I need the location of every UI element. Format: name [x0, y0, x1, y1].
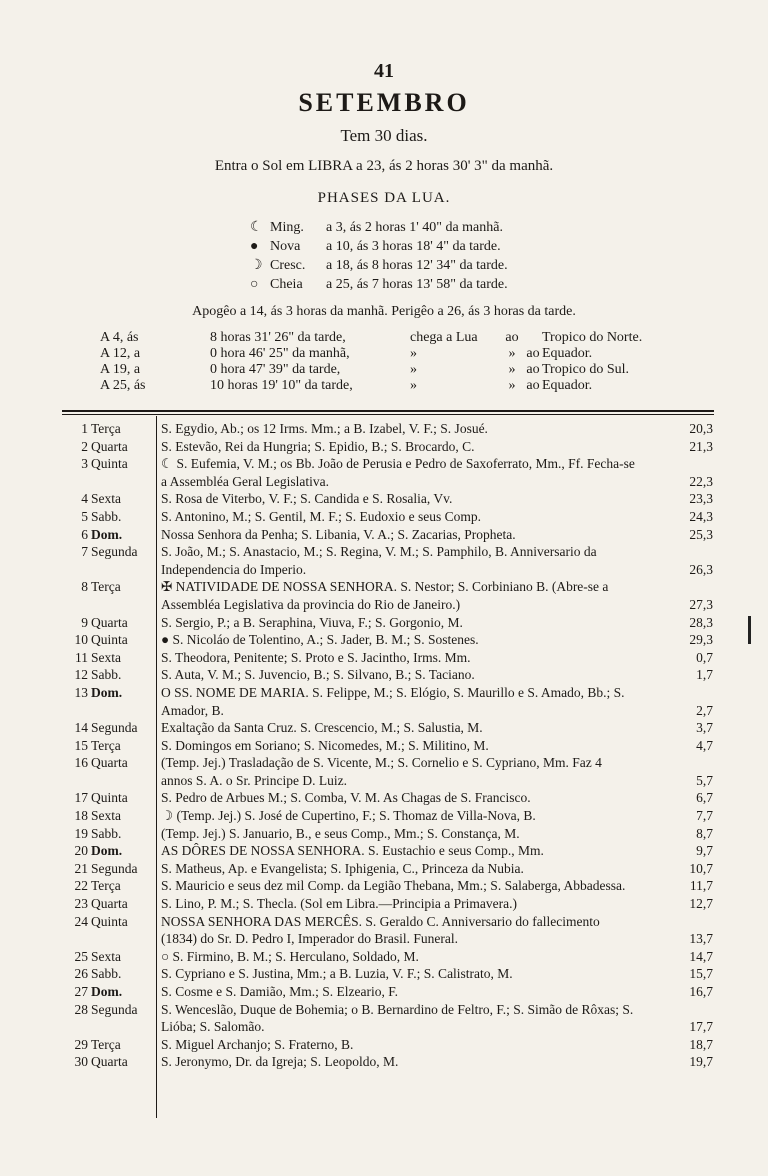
month-title: SETEMBRO [298, 88, 470, 117]
day-row: 26 Sabb. S. Cypriano e S. Justina, Mm.; a B. Luzia, V. F.; S. Calistrato, M. 15,7 [74, 966, 713, 982]
day-row-sunday: 13 Dom. O SS. NOME DE MARIA. S. Felippe, M.; S. Elógio, S. Maurillo e S. Amado, Bb.; S. Amador, B. 2,7 [74, 684, 713, 718]
day-row: 29 Terça S. Miguel Archanjo; S. Fraterno, B. 18,7 [74, 1036, 713, 1052]
moon-full-icon: ○ [250, 277, 259, 292]
day-row-sunday: 6 Dom. Nossa Senhora da Penha; S. Libania, V. A.; S. Zacarias, Propheta. 25,3 [81, 526, 713, 542]
day-row: 8 Terça ✠ NATIVIDADE DE NOSSA SENHORA. S. Nestor; S. Corbiniano B. (Abre-se a Assembléa Legislativa da provincia do Rio de Janeiro.) 27,3 [81, 579, 713, 612]
day-row: 2 Quarta S. Estevão, Rei da Hungria; S. Epidio, B.; S. Brocardo, C. 21,3 [81, 438, 713, 454]
phase-text: a 25, ás 7 horas 13' 58" da tarde. [326, 277, 508, 292]
day-row: 1 Terça S. Egydio, Ab.; os 12 Irms. Mm.; a B. Izabel, V. F.; S. Josué. 20,3 [81, 421, 713, 436]
day-row: 11 Sexta S. Theodora, Penitente; S. Proto e S. Jacintho, Irms. Mm. 0,7 [75, 649, 713, 665]
page-number: 41 [374, 60, 394, 82]
day-row: 9 Quarta S. Sergio, P.; a B. Seraphina, Viuva, F.; S. Gorgonio, M. 28,3 [81, 614, 713, 630]
day-row: 21 Segunda S. Matheus, Ap. e Evangelista; S. Iphigenia, C., Princeza da Nubia. 10,7 [74, 860, 713, 876]
table-top-rule-thin [62, 414, 714, 415]
phase-name: Ming. [270, 220, 304, 235]
day-row: 18 Sexta ☽ (Temp. Jej.) S. José de Cupertino, F.; S. Thomaz de Villa-Nova, B. 7,7 [74, 808, 713, 824]
moon-phases [250, 218, 508, 294]
moon-waning-icon: ☾ [250, 220, 263, 235]
day-row: 24 Quinta NOSSA SENHORA DAS MERCÊS. S. Geraldo C. Anniversario do fallecimento (1834) do Sr. D. Pedro I, Imperador do Brasil. Funeral. 13,7 [74, 913, 713, 947]
margin-mark [748, 616, 751, 644]
phase-row [250, 237, 508, 256]
day-row-sunday: 20 Dom. AS DÔRES DE NOSSA SENHORA. S. Eustachio e seus Comp., Mm. 9,7 [74, 843, 713, 859]
phases-title: PHASES DA LUA. [317, 190, 451, 206]
day-row: 4 Sexta S. Rosa de Viterbo, V. F.; S. Candida e S. Rosalia, Vv. 23,3 [81, 491, 713, 507]
tropic-row: A 4, ás 8 horas 31' 26" da tarde, chega a Lua ao Tropico do Norte. [100, 330, 643, 345]
tropics-list [100, 330, 642, 394]
tropic-row: A 19, a 0 hora 47' 39" da tarde, » » ao Tropico do Sul. [100, 362, 630, 377]
day-row: 30 Quarta S. Jeronymo, Dr. da Igreja; S. Leopoldo, M. 19,7 [74, 1054, 713, 1070]
phase-text: a 10, ás 3 horas 18' 4" da tarde. [326, 239, 501, 254]
day-row: 22 Terça S. Mauricio e seus dez mil Comp. da Legião Thebana, Mm.; S. Salaberga, Abbadessa. 11,7 [74, 878, 713, 894]
phase-name: Nova [270, 239, 301, 254]
moon-waxing-icon: ☽ [250, 258, 263, 273]
tropic-row: A 25, ás 10 horas 19' 10" da tarde, » » ao Equador. [100, 378, 593, 393]
day-row: 25 Sexta ○ S. Firmino, B. M.; S. Herculano, Soldado, M. 14,7 [74, 948, 713, 964]
day-row: 15 Terça S. Domingos em Soriano; S. Nicomedes, M.; S. Militino, M. 4,7 [74, 737, 713, 753]
sun-entry: Entra o Sol em LIBRA a 23, ás 2 horas 30' 3" da manhã. [214, 158, 554, 174]
day-row: 12 Sabb. S. Auta, V. M.; S. Juvencio, B.; S. Silvano, B.; S. Taciano. 1,7 [74, 667, 713, 683]
phase-name: Cresc. [270, 258, 306, 273]
phase-row [250, 275, 508, 294]
day-row: 17 Quinta S. Pedro de Arbues M.; S. Comba, V. M. As Chagas de S. Francisco. 6,7 [74, 790, 713, 806]
moon-new-icon: ● [250, 239, 259, 254]
phase-text: a 18, ás 8 horas 12' 34" da tarde. [326, 258, 508, 273]
tropic-row: A 12, a 0 hora 46' 25" da manhã, » » ao Equador. [100, 346, 593, 361]
phase-row [250, 256, 508, 275]
day-row: 14 Segunda Exaltação da Santa Cruz. S. Crescencio, M.; S. Salustia, M. 3,7 [74, 720, 713, 736]
day-row: 5 Sabb. S. Antonino, M.; S. Gentil, M. F.; S. Eudoxio e seus Comp. 24,3 [81, 508, 713, 524]
day-row: 16 Quarta (Temp. Jej.) Trasladação de S. Vicente, M.; S. Cornelio e S. Cypriano, Mm. Faz 4 annos S. A. o Sr. Principe D. Luiz. 5,7 [74, 755, 713, 788]
day-row: 23 Quarta S. Lino, P. M.; S. Thecla. (Sol em Libra.—Principia a Primavera.) 12,7 [74, 896, 713, 912]
phase-row [250, 218, 508, 237]
day-row: 10 Quinta ● S. Nicoláo de Tolentino, A.; S. Jader, B. M.; S. Sostenes. 29,3 [74, 632, 713, 648]
table-top-rule [62, 410, 714, 412]
day-row: 3 Quinta ☾ S. Eufemia, V. M.; os Bb. João de Perusia e Pedro de Saxoferrato, Mm., Ff. Fecha-se a Assembléa Geral Legislativa. 22,3 [81, 456, 713, 489]
days-count: Tem 30 dias. [340, 126, 428, 145]
days-table [62, 420, 712, 1071]
phase-name: Cheia [270, 277, 303, 292]
day-row: 19 Sabb. (Temp. Jej.) S. Januario, B., e seus Comp., Mm.; S. Constança, M. 8,7 [74, 825, 713, 841]
phase-text: a 3, ás 2 horas 1' 40" da manhã. [326, 220, 503, 235]
apogee-perigee: Apogêo a 14, ás 3 horas da manhã. Perigêo a 26, ás 3 horas da tarde. [192, 304, 576, 319]
day-row-sunday: 27 Dom. S. Cosme e S. Damião, Mm.; S. Elzeario, F. 16,7 [74, 984, 713, 999]
day-row: 28 Segunda S. Wenceslão, Duque de Bohemia; o B. Bernardino de Feltro, F.; S. Simão de Rôxas; S. Lióba; S. Salomão. 17,7 [74, 1001, 713, 1035]
day-row: 7 Segunda S. João, M.; S. Anastacio, M.; S. Regina, V. M.; S. Pamphilo, B. Anniversario da Independencia do Imperio. 26,3 [81, 544, 713, 577]
